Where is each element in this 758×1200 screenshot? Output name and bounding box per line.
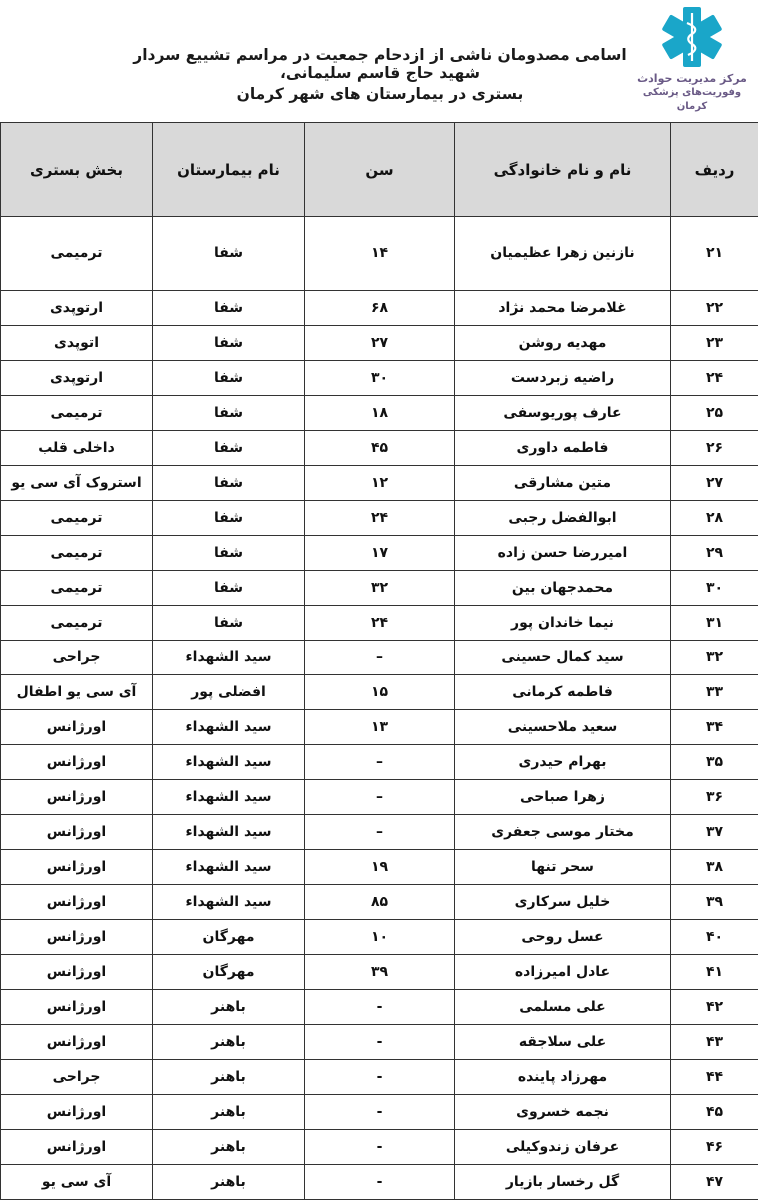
ward-cell: اورژانس <box>1 815 153 850</box>
table-row <box>1 815 758 850</box>
name-cell: غلامرضا محمد نژاد <box>455 290 671 325</box>
column-header-ward: بخش بستری <box>1 123 153 217</box>
table-row <box>1 605 758 640</box>
ward-cell: جراحی <box>1 640 153 675</box>
name-cell: نازنین زهرا عظیمیان <box>455 217 671 291</box>
radif-cell: ۴۳ <box>671 1024 758 1059</box>
radif-cell: ۲۷ <box>671 465 758 500</box>
radif-cell: ۴۷ <box>671 1164 758 1199</box>
ward-cell: جراحی <box>1 1059 153 1094</box>
hospital-cell: مهرگان <box>153 955 305 990</box>
radif-cell: ۲۳ <box>671 325 758 360</box>
age-cell: – <box>305 745 455 780</box>
radif-cell: ۴۶ <box>671 1129 758 1164</box>
name-cell: مهدیه روشن <box>455 325 671 360</box>
ward-cell: داخلی قلب <box>1 430 153 465</box>
table-row <box>1 885 758 920</box>
table-row <box>1 1094 758 1129</box>
name-cell: عادل امیرزاده <box>455 955 671 990</box>
name-cell: سحر تنها <box>455 850 671 885</box>
name-cell: متین مشارقی <box>455 465 671 500</box>
document-title-line1: اسامی مصدومان ناشی از ازدحام جمعیت در مراسم تشییع سردار شهید حاج قاسم سلیمانی، <box>133 46 627 82</box>
name-cell: سعید ملاحسینی <box>455 710 671 745</box>
radif-cell: ۳۹ <box>671 885 758 920</box>
table-row <box>1 850 758 885</box>
name-cell: نیما خاندان پور <box>455 605 671 640</box>
injured-list-table <box>0 122 758 1200</box>
table-row <box>1 780 758 815</box>
radif-cell: ۳۸ <box>671 850 758 885</box>
radif-cell: ۴۱ <box>671 955 758 990</box>
hospital-cell: شفا <box>153 535 305 570</box>
table-row <box>1 1129 758 1164</box>
radif-cell: ۳۲ <box>671 640 758 675</box>
ward-cell: اورژانس <box>1 1129 153 1164</box>
ward-cell: اورژانس <box>1 780 153 815</box>
age-cell: ۱۰ <box>305 920 455 955</box>
ward-cell: اورژانس <box>1 1024 153 1059</box>
ward-cell: اورژانس <box>1 990 153 1025</box>
name-cell: خلیل سرکاری <box>455 885 671 920</box>
hospital-cell: مهرگان <box>153 920 305 955</box>
table-row <box>1 675 758 710</box>
hospital-cell: سید الشهداء <box>153 850 305 885</box>
radif-cell: ۲۱ <box>671 217 758 291</box>
hospital-cell: سید الشهداء <box>153 745 305 780</box>
table-row <box>1 360 758 395</box>
ward-cell: آی سی یو <box>1 1164 153 1199</box>
age-cell: ۱۸ <box>305 395 455 430</box>
age-cell: - <box>305 990 455 1025</box>
table-row <box>1 640 758 675</box>
table-row <box>1 990 758 1025</box>
age-cell: ۱۲ <box>305 465 455 500</box>
table-row <box>1 745 758 780</box>
hospital-cell: شفا <box>153 500 305 535</box>
name-cell: علی مسلمی <box>455 990 671 1025</box>
ward-cell: اورژانس <box>1 745 153 780</box>
radif-cell: ۳۱ <box>671 605 758 640</box>
radif-cell: ۲۶ <box>671 430 758 465</box>
hospital-cell: شفا <box>153 605 305 640</box>
logo-text-line1: مرکز مدیریت حوادث <box>637 72 747 85</box>
table-row <box>1 1059 758 1094</box>
radif-cell: ۴۴ <box>671 1059 758 1094</box>
table-row <box>1 535 758 570</box>
ward-cell: ترمیمی <box>1 395 153 430</box>
age-cell: ۳۰ <box>305 360 455 395</box>
name-cell: محمدجهان بین <box>455 570 671 605</box>
ward-cell: اورژانس <box>1 920 153 955</box>
radif-cell: ۳۴ <box>671 710 758 745</box>
age-cell: ۱۴ <box>305 217 455 291</box>
ward-cell: ارتوپدی <box>1 360 153 395</box>
name-cell: نجمه خسروی <box>455 1094 671 1129</box>
name-cell: امیررضا حسن زاده <box>455 535 671 570</box>
age-cell: - <box>305 1129 455 1164</box>
ems-logo <box>628 4 756 112</box>
ward-cell: اورژانس <box>1 850 153 885</box>
table-row <box>1 920 758 955</box>
column-header-name: نام و نام خانوادگی <box>455 123 671 217</box>
hospital-cell: شفا <box>153 570 305 605</box>
logo-text-line2: وفوریت‌های پزشکی کرمان <box>642 87 742 112</box>
table-row <box>1 395 758 430</box>
column-header-radif: ردیف <box>671 123 758 217</box>
age-cell: ۲۴ <box>305 500 455 535</box>
age-cell: ۸۵ <box>305 885 455 920</box>
hospital-cell: باهنر <box>153 1129 305 1164</box>
radif-cell: ۳۶ <box>671 780 758 815</box>
hospital-cell: باهنر <box>153 1164 305 1199</box>
hospital-cell: سید الشهداء <box>153 710 305 745</box>
age-cell: - <box>305 1059 455 1094</box>
ward-cell: استروک آی سی یو <box>1 465 153 500</box>
hospital-cell: افضلی پور <box>153 675 305 710</box>
column-header-age: سن <box>305 123 455 217</box>
age-cell: – <box>305 815 455 850</box>
hospital-cell: باهنر <box>153 1024 305 1059</box>
hospital-cell: شفا <box>153 217 305 291</box>
hospital-cell: شفا <box>153 360 305 395</box>
age-cell: ۱۹ <box>305 850 455 885</box>
hospital-cell: سید الشهداء <box>153 780 305 815</box>
table-row <box>1 465 758 500</box>
ward-cell: ترمیمی <box>1 500 153 535</box>
age-cell: – <box>305 640 455 675</box>
ward-cell: ترمیمی <box>1 217 153 291</box>
age-cell: ۱۵ <box>305 675 455 710</box>
radif-cell: ۴۲ <box>671 990 758 1025</box>
age-cell: ۲۷ <box>305 325 455 360</box>
age-cell: ۳۲ <box>305 570 455 605</box>
name-cell: بهرام حیدری <box>455 745 671 780</box>
radif-cell: ۳۷ <box>671 815 758 850</box>
ward-cell: اورژانس <box>1 885 153 920</box>
age-cell: – <box>305 780 455 815</box>
name-cell: گل رخسار بازیار <box>455 1164 671 1199</box>
document-title-line2: بستری در بیمارستان های شهر کرمان <box>236 85 524 103</box>
hospital-cell: باهنر <box>153 1094 305 1129</box>
hospital-cell: سید الشهداء <box>153 885 305 920</box>
radif-cell: ۴۵ <box>671 1094 758 1129</box>
name-cell: فاطمه کرمانی <box>455 675 671 710</box>
column-header-hospital: نام بیمارستان <box>153 123 305 217</box>
hospital-cell: باهنر <box>153 990 305 1025</box>
hospital-cell: باهنر <box>153 1059 305 1094</box>
name-cell: راضیه زبردست <box>455 360 671 395</box>
name-cell: مختار موسی جعفری <box>455 815 671 850</box>
hospital-cell: سید الشهداء <box>153 815 305 850</box>
radif-cell: ۲۵ <box>671 395 758 430</box>
hospital-cell: شفا <box>153 290 305 325</box>
table-row <box>1 325 758 360</box>
star-of-life-icon <box>628 4 756 70</box>
ward-cell: اورژانس <box>1 955 153 990</box>
table-row <box>1 500 758 535</box>
table-row <box>1 710 758 745</box>
radif-cell: ۳۳ <box>671 675 758 710</box>
table-header-row <box>1 123 758 217</box>
hospital-cell: شفا <box>153 395 305 430</box>
age-cell: - <box>305 1164 455 1199</box>
name-cell: ابوالفضل رجبی <box>455 500 671 535</box>
age-cell: ۶۸ <box>305 290 455 325</box>
radif-cell: ۲۸ <box>671 500 758 535</box>
name-cell: عسل روحی <box>455 920 671 955</box>
age-cell: - <box>305 1094 455 1129</box>
age-cell: - <box>305 1024 455 1059</box>
document-header <box>0 0 758 122</box>
table-row <box>1 1024 758 1059</box>
ward-cell: ارتوپدی <box>1 290 153 325</box>
ward-cell: آی سی یو اطفال <box>1 675 153 710</box>
radif-cell: ۲۴ <box>671 360 758 395</box>
name-cell: سید کمال حسینی <box>455 640 671 675</box>
hospital-cell: شفا <box>153 465 305 500</box>
ward-cell: ترمیمی <box>1 535 153 570</box>
ward-cell: اورژانس <box>1 710 153 745</box>
name-cell: فاطمه داوری <box>455 430 671 465</box>
age-cell: ۱۳ <box>305 710 455 745</box>
ward-cell: اتوپدی <box>1 325 153 360</box>
age-cell: ۲۴ <box>305 605 455 640</box>
age-cell: ۱۷ <box>305 535 455 570</box>
ward-cell: اورژانس <box>1 1094 153 1129</box>
name-cell: زهرا صباحی <box>455 780 671 815</box>
name-cell: عارف پوریوسفی <box>455 395 671 430</box>
ward-cell: ترمیمی <box>1 570 153 605</box>
table-row <box>1 570 758 605</box>
radif-cell: ۲۹ <box>671 535 758 570</box>
table-body <box>1 217 758 1200</box>
radif-cell: ۳۵ <box>671 745 758 780</box>
name-cell: عرفان زندوکیلی <box>455 1129 671 1164</box>
table-row <box>1 290 758 325</box>
table-row <box>1 1164 758 1199</box>
name-cell: علی سلاجقه <box>455 1024 671 1059</box>
hospital-cell: سید الشهداء <box>153 640 305 675</box>
hospital-cell: شفا <box>153 325 305 360</box>
table-row <box>1 217 758 291</box>
hospital-cell: شفا <box>153 430 305 465</box>
age-cell: ۴۵ <box>305 430 455 465</box>
ward-cell: ترمیمی <box>1 605 153 640</box>
radif-cell: ۲۲ <box>671 290 758 325</box>
table-row <box>1 955 758 990</box>
radif-cell: ۳۰ <box>671 570 758 605</box>
age-cell: ۳۹ <box>305 955 455 990</box>
name-cell: مهرزاد پاینده <box>455 1059 671 1094</box>
table-row <box>1 430 758 465</box>
radif-cell: ۴۰ <box>671 920 758 955</box>
